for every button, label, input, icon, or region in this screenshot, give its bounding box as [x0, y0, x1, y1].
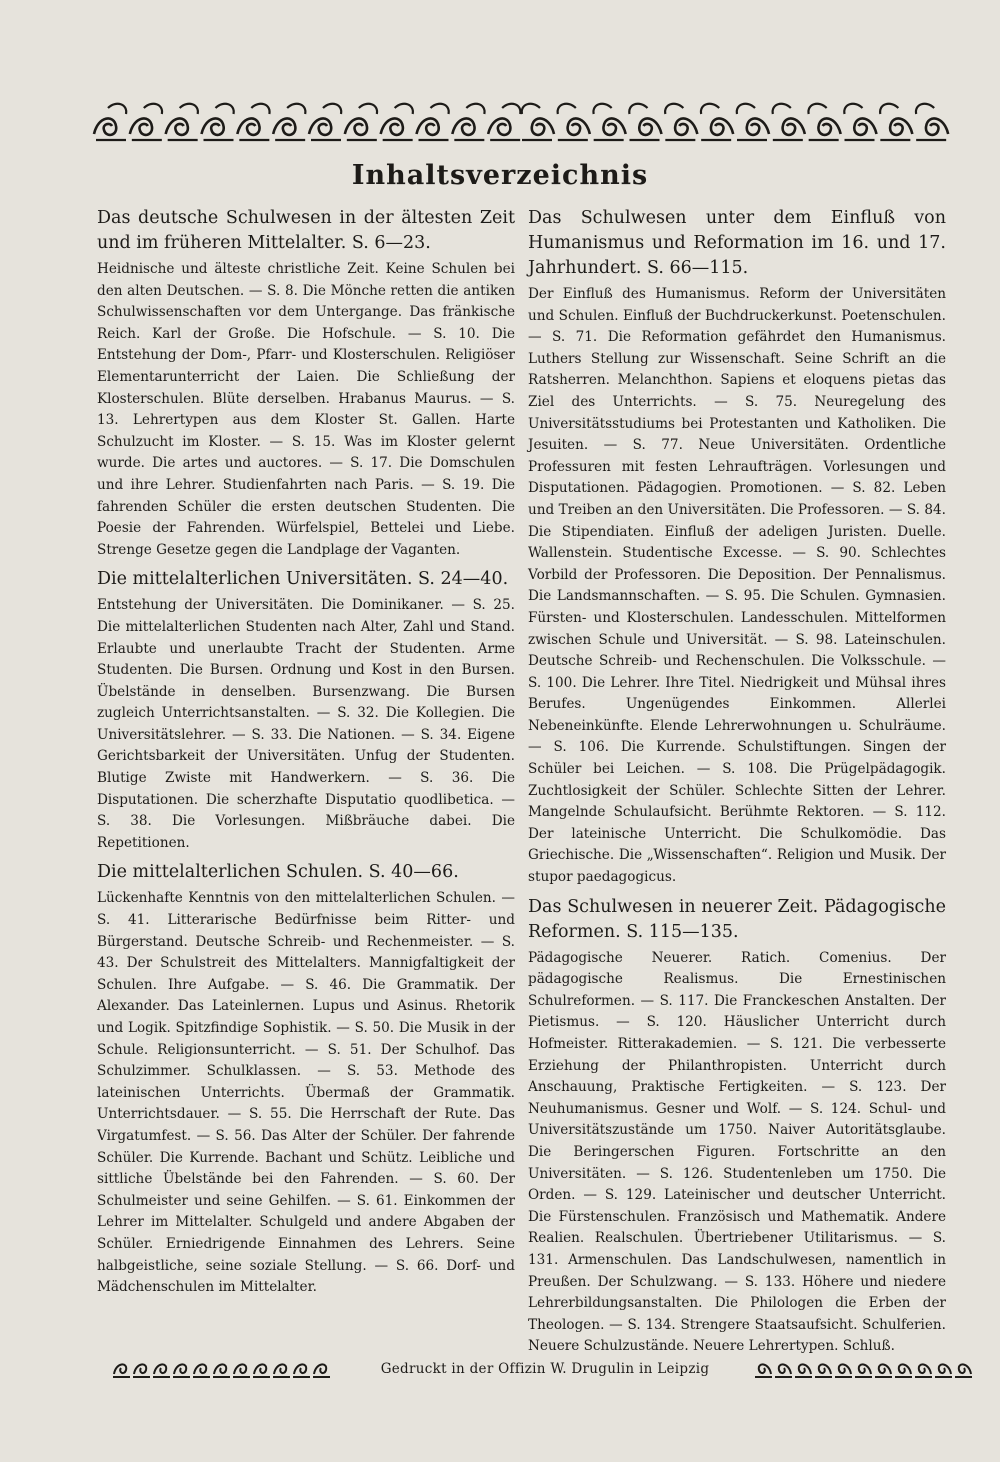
toc-left-column [97, 206, 515, 1305]
toc-right-column [528, 206, 946, 1364]
toc-section-humanism [528, 206, 946, 889]
section-summary: Lückenhafte Kenntnis von den mittelalterlichen Schulen. — S. 41. Litterarische Bedürfnisse beim Ritter- und Bürgerstand. Deutsche Schreib- und Rechenmeister. — S. 43. Der Schulstreit des Mittelalters. Mannigfaltigkeit der Schulen. Ihre Aufgabe. — S. 46. Die Grammatik. Der Alexander. Das Lateinlernen. Lupus und Asinus. Rhetorik und Logik. Spitzfindige Sophistik. — S. 50. Die Musik in der Schule. Religionsunterricht. — S. 51. Der Schulhof. Das Schulzimmer. Schulklassen. — S. 53. Methode des lateinischen Unterrichts. Übermaß der Grammatik. Unterrichtsdauer. — S. 55. Die Herrschaft der Rute. Das Virgatumfest. — S. 56. Das Alter der Schüler. Der fahrende Schüler. Die Kurrende. Bachant und Schütz. Leibliche und sittliche Übelstände bei den Fahrenden. — S. 60. Der Schulmeister und seine Gehilfen. — S. 61. Einkommen der Lehrer im Mittelalter. Schulgeld und andere Abgaben der Schüler. Erniedrigende Einnahmen des Lehrers. Seine halbgeistliche, seine soziale Stellung. — S. 66. Dorf- und Mädchenschulen im Mittelalter. [97, 890, 515, 1296]
section-heading: Das Schulwesen unter dem Einfluß von Humanismus und Reformation im 16. und 17. Jahrhundert. S. 66—115. [528, 208, 946, 278]
toc-section-ancient [97, 206, 515, 561]
section-summary: Der Einfluß des Humanismus. Reform der Universitäten und Schulen. Einfluß der Buchdruckerkunst. Poetenschulen. — S. 71. Die Reformation gefährdet den Humanismus. Luthers Stellung zur Wissenschaft. Seine Schrift an die Ratsherren. Melanchthon. Sapiens et eloquens pietas das Ziel des Unterrichts. — S. 75. Neuregelung des Universitätsstudiums bei Protestanten und Katholiken. Die Jesuiten. — S. 77. Neue Universitäten. Ordentliche Professuren mit festen Lehraufträgen. Vorlesungen und Disputationen. Pädagogien. Promotionen. — S. 82. Leben und Treiben an den Universitäten. Die Professoren. — S. 84. Die Stipendiaten. Einfluß der adeligen Juristen. Duelle. Wallenstein. Studentische Excesse. — S. 90. Schlechtes Vorbild der Professoren. Die Deposition. Der Pennalismus. Die Landsmannschaften. — S. 95. Die Schulen. Gymnasien. Fürsten- und Klosterschulen. Landesschulen. Mittelformen zwischen Schule und Universität. — S. 98. Lateinschulen. Deutsche Schreib- und Rechenschulen. Die Volksschule. — S. 100. Die Lehrer. Ihre Titel. Niedrigkeit und Mühsal ihres Berufes. Ungenügendes Einkommen. Allerlei Nebeneinkünfte. Elende Lehrerwohnungen u. Schulräume. — S. 106. Die Kurrende. Schulstiftungen. Singen der Schüler bei Leichen. — S. 108. Die Prügelpädagogik. Zuchtlosigkeit der Schüler. Schlechte Sitten der Lehrer. Mangelnde Schulaufsicht. Berühmte Rektoren. — S. 112. Der lateinische Unterricht. Die Schulkomödie. Das Griechische. Die „Wissenschaften“. Religion und Musik. Der stupor paedagogicus. [528, 286, 946, 886]
page-title: Inhaltsverzeichnis [351, 160, 649, 191]
section-summary: Heidnische und älteste christliche Zeit. Keine Schulen bei den alten Deutschen. — S. 8. Die Mönche retten die antiken Schulwissenschaften vor dem Untergange. Das fränkische Reich. Karl der Große. Die Hofschule. — S. 10. Die Entstehung der Dom-, Pfarr- und Klosterschulen. Religiöser Elementarunterricht der Laien. Die Schließung der Klosterschulen. Blüte derselben. Hrabanus Maurus. — S. 13. Lehrertypen aus dem Kloster St. Gallen. Harte Schulzucht im Kloster. — S. 15. Was im Kloster gelernt wurde. Die artes und auctores. — S. 17. Die Domschulen und ihre Lehrer. Studienfahrten nach Paris. — S. 19. Die fahrenden Schüler die ersten deutschen Studenten. Die Poesie der Fahrenden. Würfelspiel, Bettelei und Liebe. Strenge Gesetze gegen die Landplage der Vaganten. [97, 261, 515, 558]
section-summary: Entstehung der Universitäten. Die Dominikaner. — S. 25. Die mittelalterlichen Studenten nach Alter, Zahl und Stand. Erlaubte und unerlaubte Tracht der Studenten. Arme Studenten. Die Bursen. Ordnung und Kost in den Bursen. Übelstände in denselben. Bursenzwang. Die Bursen zugleich Unterrichtsanstalten. — S. 32. Die Kollegien. Die Universitätslehrer. — S. 33. Die Nationen. — S. 34. Eigene Gerichtsbarkeit der Universitäten. Unfug der Studenten. Blutige Zwiste mit Handwerkern. — S. 36. Die Disputationen. Die scherzhafte Disputatio quodlibetica. — S. 38. Die Vorlesungen. Mißbräuche dabei. Die Repetitionen. [97, 597, 515, 851]
footer-imprint-line [112, 1356, 978, 1382]
scroll-ornament-left-icon [112, 1358, 337, 1380]
toc-section-medieval-schools [97, 860, 515, 1298]
section-heading: Das Schulwesen in neuerer Zeit. Pädagogische Reformen. S. 115—135. [528, 896, 946, 942]
printer-imprint: Gedruckt in der Offizin W. Drugulin in Leipzig [380, 1361, 710, 1377]
section-heading: Die mittelalterlichen Universitäten. S. 24—40. [97, 569, 509, 590]
section-heading: Die mittelalterlichen Schulen. S. 40—66. [97, 862, 459, 883]
section-heading: Das deutsche Schulwesen in der ältesten Zeit und im früheren Mittelalter. S. 6—23. [97, 208, 515, 253]
scroll-ornament-right-icon [753, 1358, 978, 1380]
scroll-ornament-band [92, 96, 952, 146]
section-summary: Pädagogische Neuerer. Ratich. Comenius. Der pädagogische Realismus. Die Ernestinischen Schulreformen. — S. 117. Die Franckeschen Anstalten. Der Pietismus. — S. 120. Häuslicher Unterricht durch Hofmeister. Ritterakademien. — S. 121. Die verbesserte Erziehung der Philanthropisten. Unterricht durch Anschauung, Praktische Fertigkeiten. — S. 123. Der Neuhumanismus. Gesner und Wolf. — S. 124. Schul- und Universitätszustände um 1750. Naiver Autoritätsglaube. Die Beringerschen Figuren. Fortschritte an den Universitäten. — S. 126. Studentenleben um 1750. Die Orden. — S. 129. Lateinischer und deutscher Unterricht. Die Fürstenschulen. Französisch und Mathematik. Andere Realien. Realschulen. Übertriebener Utilitarismus. — S. 131. Armenschulen. Das Landschulwesen, namentlich in Preußen. Der Schulzwang. — S. 133. Höhere und niedere Lehrerbildungsanstalten. Die Philologen die Erben der Theologen. — S. 134. Strengere Staatsaufsicht. Schulferien. Neuere Schulzustände. Neuere Lehrertypen. Schluß. [528, 949, 946, 1355]
toc-section-modern [528, 895, 946, 1358]
toc-section-universities [97, 567, 515, 854]
